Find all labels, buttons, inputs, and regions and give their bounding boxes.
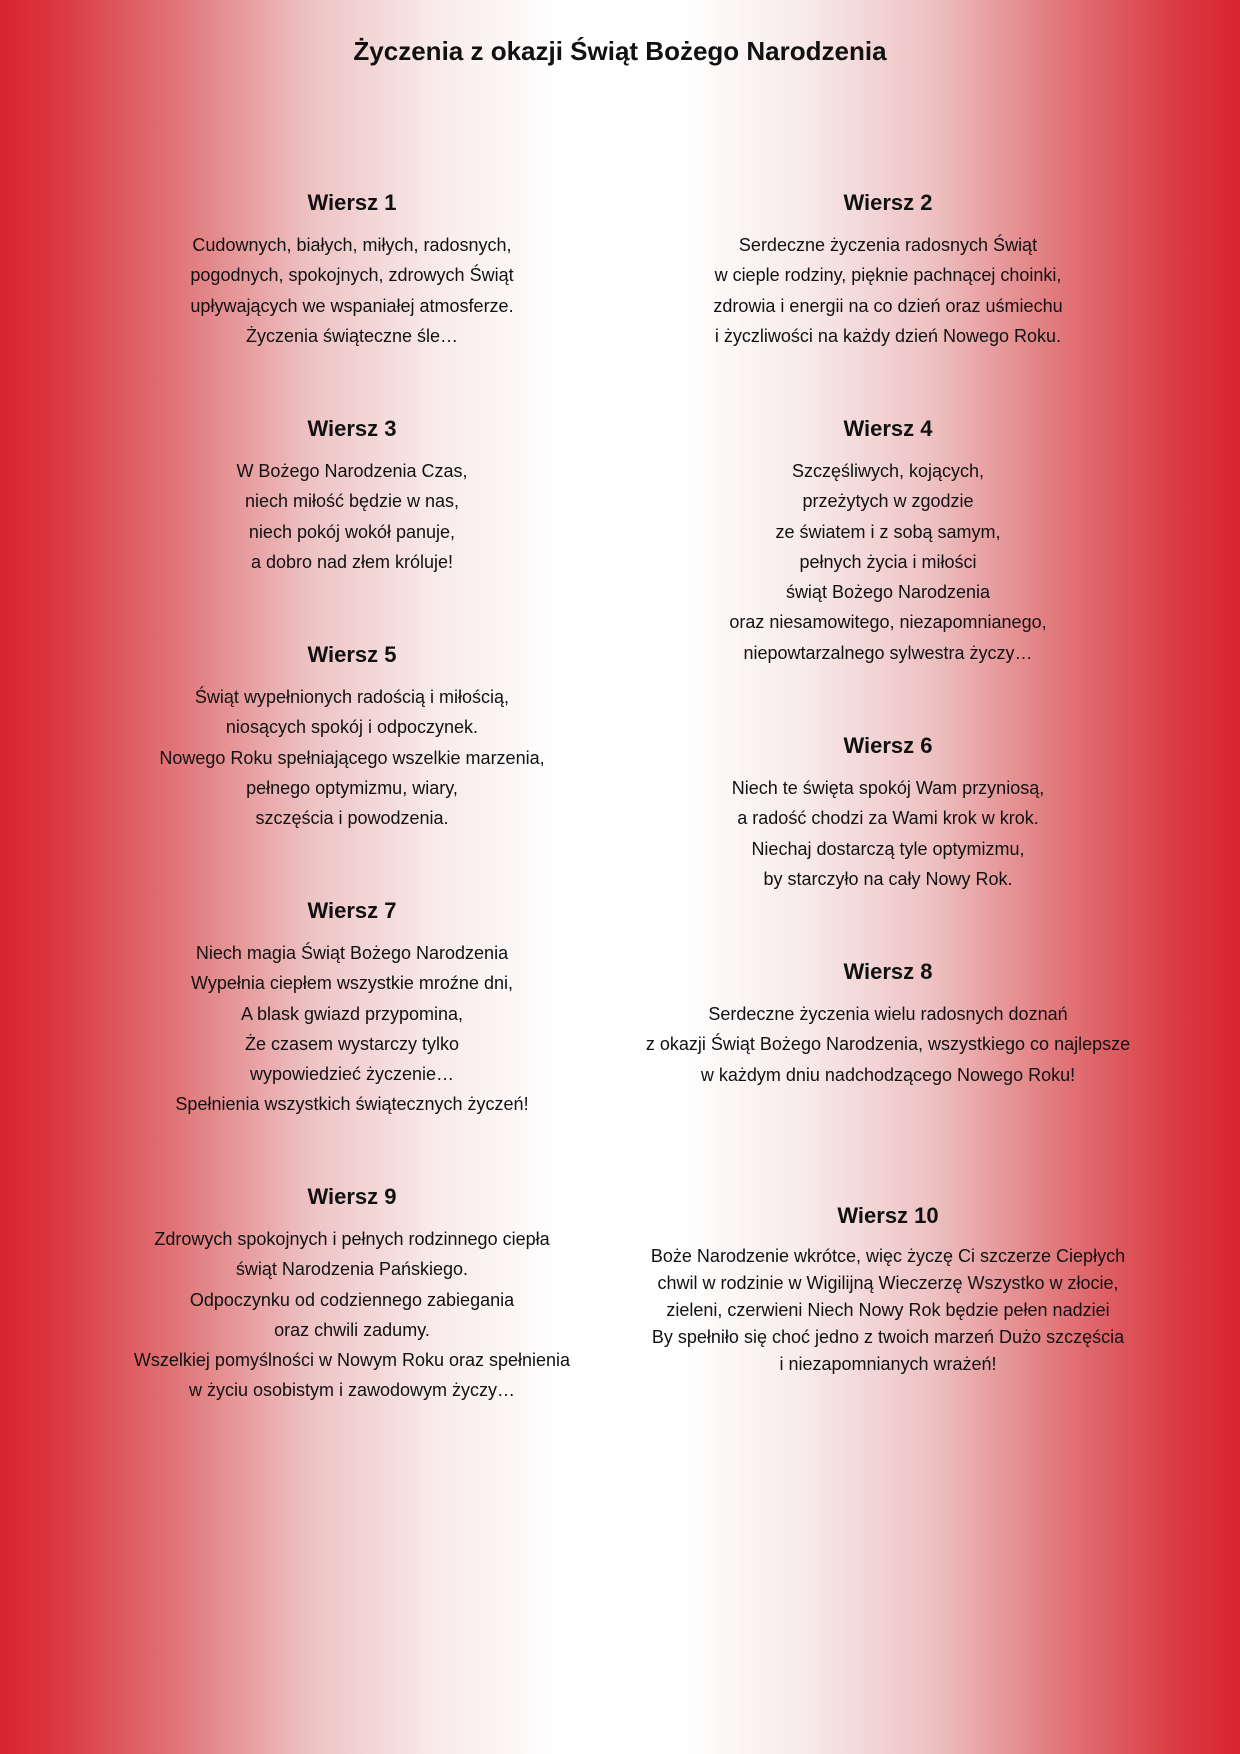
poem-line: świąt Narodzenia Pańskiego. [235,1259,469,1280]
poem-lines [72,938,632,1120]
poem-lines [72,1224,632,1406]
poem-title: Wiersz 3 [307,416,397,441]
poem-line: Niechaj dostarczą tyle optymizmu, [751,838,1025,859]
poem-line: oraz niesamowitego, niezapomnianego, [729,612,1047,633]
poem-title: Wiersz 8 [843,959,933,984]
poem-lines [72,682,632,833]
poem-lines [608,1243,1168,1378]
poem-line: Szczęśliwych, kojących, [791,461,985,481]
poem-title: Wiersz 9 [307,1184,397,1209]
poem-line: a radość chodzi za Wami krok w krok. [737,808,1039,829]
poem-lines [72,230,632,351]
poem-line: niosących spokój i odpoczynek. [225,717,479,738]
poem-10 [608,1201,1168,1378]
poem-line: z okazji Świąt Bożego Narodzenia, wszystkiego co najlepsze [645,1034,1131,1055]
poem-line: By spełniło się choć jedno z twoich marzeń Dużo szczęścia [651,1327,1125,1347]
poem-line: Świąt wypełnionych radością i miłością, [194,687,510,707]
poem-line: upływających we wspaniałej atmosferze. [190,295,514,316]
poem-1 [72,188,632,351]
poem-line: szczęścia i powodzenia. [255,808,449,829]
poem-line: Spełnienia wszystkich świątecznych życzeń! [175,1094,529,1115]
poem-6 [608,731,1168,894]
poem-line: niech miłość będzie w nas, [244,491,460,512]
poem-line: przeżytych w zgodzie [802,491,974,512]
poem-lines [72,456,632,577]
poem-line: w cieple rodziny, pięknie pachnącej choinki, [714,265,1062,286]
poem-title: Wiersz 6 [843,733,933,758]
poem-3 [72,414,632,577]
poem-line: Wszelkiej pomyślności w Nowym Roku oraz spełnienia [133,1350,571,1371]
poem-line: świąt Bożego Narodzenia [785,582,991,603]
poem-line: Życzenia świąteczne śle… [245,325,459,346]
poem-line: Odpoczynku od codziennego zabiegania [189,1289,515,1310]
poem-title: Wiersz 2 [843,190,933,215]
right-column [608,0,1168,1754]
left-column [72,0,632,1754]
poem-lines [608,230,1168,351]
poem-line: Zdrowych spokojnych i pełnych rodzinnego ciepła [154,1229,550,1249]
poem-4 [608,414,1168,668]
poem-title: Wiersz 7 [307,898,397,923]
poem-line: Nowego Roku spełniającego wszelkie marzenia, [159,747,545,768]
poem-line: Niech magia Świąt Bożego Narodzenia [195,943,509,963]
poem-line: by starczyło na cały Nowy Rok. [763,868,1013,889]
poem-line: chwil w rodzinie w Wigilijną Wieczerzę Wszystko w złocie, [657,1273,1119,1293]
poem-line: Wypełnia ciepłem wszystkie mroźne dni, [191,973,513,994]
poem-lines [608,999,1168,1090]
poem-line: i życzliwości na każdy dzień Nowego Roku. [714,325,1062,346]
poem-9 [72,1182,632,1406]
poem-line: Serdeczne życzenia radosnych Świąt [738,235,1038,255]
poem-line: a dobro nad złem króluje! [250,551,454,572]
poem-line: oraz chwili zadumy. [274,1319,430,1340]
poem-lines [608,773,1168,894]
poem-line: niech pokój wokół panuje, [248,521,456,542]
poem-line: A blask gwiazd przypomina, [240,1003,464,1024]
poem-line: Niech te święta spokój Wam przyniosą, [731,778,1045,798]
poem-line: W Bożego Narodzenia Czas, [236,461,468,481]
poem-line: niepowtarzalnego sylwestra życzy… [743,642,1033,663]
poem-title: Wiersz 10 [837,1203,939,1228]
poem-line: Że czasem wystarczy tylko [244,1033,460,1054]
poem-line: pogodnych, spokojnych, zdrowych Świąt [190,265,514,286]
poem-line: i niezapomnianych wrażeń! [779,1354,997,1374]
page-title: Życzenia z okazji Świąt Bożego Narodzenia [353,36,887,66]
poem-line: zieleni, czerwieni Niech Nowy Rok będzie pełen nadziei [666,1300,1110,1320]
poem-title: Wiersz 4 [843,416,933,441]
poem-lines [608,456,1168,668]
poem-2 [608,188,1168,351]
poem-title: Wiersz 1 [307,190,397,215]
poem-line: wypowiedzieć życzenie… [249,1064,455,1085]
poem-title: Wiersz 5 [307,642,397,667]
poem-line: Cudownych, białych, miłych, radosnych, [192,235,512,255]
poem-line: Boże Narodzenie wkrótce, więc życzę Ci szczerze Ciepłych [650,1246,1126,1266]
poem-5 [72,640,632,833]
poem-8 [608,957,1168,1090]
poem-line: Serdeczne życzenia wielu radosnych doznań [708,1004,1068,1024]
poem-7 [72,896,632,1120]
poem-line: pełnych życia i miłości [799,551,977,572]
poem-line: w życiu osobistym i zawodowym życzy… [188,1380,516,1401]
poem-line: zdrowia i energii na co dzień oraz uśmiechu [713,295,1063,316]
poem-line: pełnego optymizmu, wiary, [246,777,458,798]
poem-line: w każdym dniu nadchodzącego Nowego Roku! [700,1064,1076,1085]
poem-line: ze światem i z sobą samym, [775,521,1001,542]
